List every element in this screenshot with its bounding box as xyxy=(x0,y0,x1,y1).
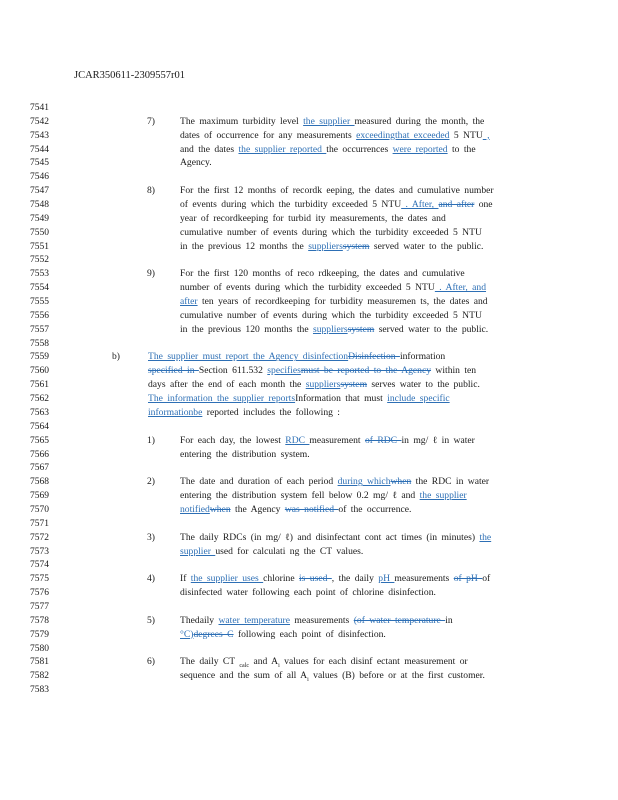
document-line xyxy=(0,156,618,170)
list-marker: 8) xyxy=(147,185,155,197)
inserted-text: suppliers xyxy=(308,240,343,252)
list-marker: 7) xyxy=(147,115,155,127)
plain-text: and the dates xyxy=(180,143,239,155)
line-number: 7549 xyxy=(30,213,49,224)
inserted-text: The information the supplier reports xyxy=(148,393,296,405)
plain-text: cumulative number of events during which the turbidity exceeded 5 NTU xyxy=(180,226,482,238)
document-line xyxy=(0,461,618,475)
inserted-text: informationbe xyxy=(148,406,203,418)
deleted-text: when xyxy=(209,503,231,515)
plain-text: served water to the public. xyxy=(374,323,489,335)
line-number: 7541 xyxy=(30,103,49,113)
plain-text: number of events during which the turbidity exceeded 5 NTU xyxy=(180,282,435,294)
plain-text: served water to the public. xyxy=(369,240,484,252)
plain-text: measured during the month, the xyxy=(354,115,485,127)
list-marker: b) xyxy=(112,351,120,363)
plain-text: days after the end of each month the xyxy=(148,379,306,391)
inserted-text: . After, xyxy=(401,199,439,211)
line-number: 7571 xyxy=(30,518,49,529)
document-line xyxy=(0,350,618,364)
document-line xyxy=(0,420,618,434)
line-text xyxy=(180,115,484,129)
plain-text: measurements xyxy=(394,573,454,585)
line-number: 7554 xyxy=(30,283,49,294)
plain-text: Section 611.532 xyxy=(198,365,268,377)
plain-text: year of recordkeeping for turbid ity measurements, the dates and xyxy=(180,212,446,224)
inserted-text: exceedingthat exceeded xyxy=(356,129,450,141)
line-text xyxy=(180,448,310,462)
inserted-text: suppliers xyxy=(305,379,341,391)
line-number: 7556 xyxy=(30,310,49,321)
deleted-text: specified in xyxy=(148,365,199,377)
plain-text: If xyxy=(180,573,191,585)
line-number: 7561 xyxy=(30,380,49,391)
document-line xyxy=(0,545,618,559)
line-text xyxy=(180,143,476,157)
plain-text: information xyxy=(399,351,446,363)
deleted-text: was notified xyxy=(284,503,339,515)
document-line xyxy=(0,253,618,267)
inserted-text: suppliers xyxy=(312,323,348,335)
plain-text: one xyxy=(474,199,493,211)
inserted-text: the xyxy=(479,531,492,543)
list-marker: 4) xyxy=(147,573,155,585)
list-marker: 6) xyxy=(147,656,155,668)
line-number: 7579 xyxy=(30,629,49,640)
line-number: 7560 xyxy=(30,366,49,377)
list-marker: 9) xyxy=(147,268,155,280)
line-number: 7582 xyxy=(30,671,49,682)
line-number: 7547 xyxy=(30,186,49,197)
list-marker: 3) xyxy=(147,531,155,543)
document-line xyxy=(0,198,618,212)
plain-text: of xyxy=(482,573,491,585)
plain-text: The daily RDCs (in mg/ ℓ) and disinfectant cont act times (in minutes) xyxy=(180,531,480,543)
document-line xyxy=(0,489,618,503)
plain-text: The date and duration of each period xyxy=(180,476,338,488)
document-line xyxy=(0,309,618,323)
plain-text: serves water to the public. xyxy=(367,379,480,391)
line-number: 7545 xyxy=(30,158,49,169)
line-number: 7562 xyxy=(30,394,49,405)
inserted-text: water temperature xyxy=(218,614,291,626)
line-text xyxy=(180,572,490,586)
document-line xyxy=(0,517,618,531)
line-text xyxy=(180,545,363,559)
plain-text: The daily CT xyxy=(180,656,240,668)
document-line xyxy=(0,475,618,489)
inserted-text: , xyxy=(482,129,490,141)
inserted-text: the supplier uses xyxy=(190,573,264,585)
document-line xyxy=(0,614,618,628)
document-line xyxy=(0,655,618,669)
document-line xyxy=(0,600,618,614)
plain-text: measurements xyxy=(290,614,354,626)
plain-text: sequence and the sum of all A xyxy=(180,670,308,682)
document-line xyxy=(0,212,618,226)
line-number: 7580 xyxy=(30,643,49,654)
plain-text: within ten xyxy=(431,365,477,377)
line-number: 7578 xyxy=(30,615,49,626)
deleted-text: degrees C xyxy=(193,628,234,640)
plain-text: 5 NTU xyxy=(449,129,483,141)
line-number: 7551 xyxy=(30,241,49,252)
document-line xyxy=(0,378,618,392)
line-text xyxy=(180,309,482,323)
inserted-text: were reported xyxy=(392,143,448,155)
document-line xyxy=(0,531,618,545)
document-line xyxy=(0,115,618,129)
plain-text: reported includes the following : xyxy=(202,406,340,418)
plain-text: cumulative number of events during which the turbidity exceeded 5 NTU xyxy=(180,309,482,321)
line-number: 7553 xyxy=(30,269,49,280)
line-number: 7574 xyxy=(30,560,49,571)
plain-text: entering the distribution system fell below 0.2 mg/ ℓ and xyxy=(180,490,420,502)
inserted-text: include specific xyxy=(387,393,450,405)
inserted-text: specifies xyxy=(267,365,301,377)
plain-text: entering the distribution system. xyxy=(180,448,310,460)
line-text xyxy=(180,129,490,143)
list-marker: 2) xyxy=(147,476,155,488)
line-text xyxy=(180,475,489,489)
deleted-text: system xyxy=(347,323,375,335)
line-number: 7555 xyxy=(30,297,49,308)
deleted-text: (of water temperature xyxy=(353,614,446,626)
line-number: 7577 xyxy=(30,601,49,612)
deleted-text: of pH xyxy=(453,573,483,585)
line-number: 7564 xyxy=(30,421,49,432)
plain-text: measurement xyxy=(309,434,365,446)
line-number: 7573 xyxy=(30,546,49,557)
inserted-text: The supplier must report the Agency disinfection xyxy=(148,351,349,363)
document-line xyxy=(0,337,618,351)
inserted-text: supplier xyxy=(180,545,216,557)
document-line xyxy=(0,323,618,337)
line-text xyxy=(180,267,465,281)
plain-text: in the previous 120 months the xyxy=(180,323,313,335)
document-line xyxy=(0,586,618,600)
document-line xyxy=(0,281,618,295)
line-number: 7550 xyxy=(30,227,49,238)
plain-text: and A xyxy=(249,656,279,668)
document-line xyxy=(0,392,618,406)
document-line xyxy=(0,448,618,462)
line-text xyxy=(180,198,493,212)
line-number: 7563 xyxy=(30,407,49,418)
document-line xyxy=(0,101,618,115)
inserted-text: during which xyxy=(337,476,391,488)
deleted-text: is used xyxy=(299,573,332,585)
subscript-text: calc xyxy=(239,663,250,670)
document-line xyxy=(0,226,618,240)
line-text xyxy=(180,628,386,642)
plain-text: values (B) before or at the first customer. xyxy=(308,670,485,682)
line-text xyxy=(180,281,486,295)
plain-text: ten years of recordkeeping for turbidity measuremen ts, the dates and xyxy=(197,296,488,308)
inserted-text: after xyxy=(180,296,198,308)
line-text xyxy=(148,364,476,378)
document-line xyxy=(0,364,618,378)
plain-text: values for each disinf ectant measurement or xyxy=(279,656,468,668)
line-text xyxy=(180,434,475,448)
line-number: 7567 xyxy=(30,463,49,474)
inserted-text: notified xyxy=(180,503,210,515)
document-line xyxy=(0,628,618,642)
plain-text: Thedaily xyxy=(180,614,219,626)
line-text xyxy=(180,489,467,503)
plain-text: , the daily xyxy=(331,573,379,585)
document-line xyxy=(0,143,618,157)
line-text xyxy=(180,586,436,600)
document-line xyxy=(0,669,618,683)
line-number: 7552 xyxy=(30,255,49,266)
line-number: 7548 xyxy=(30,200,49,211)
plain-text: to the xyxy=(447,143,476,155)
line-number: 7568 xyxy=(30,477,49,488)
plain-text: Information that must xyxy=(295,393,388,405)
plain-text: in mg/ ℓ in water xyxy=(401,434,475,446)
line-number: 7576 xyxy=(30,588,49,599)
plain-text: For the first 12 months of recordk eeping, the dates and cumulative number xyxy=(180,185,494,197)
document-line xyxy=(0,295,618,309)
deleted-text: Disinfection xyxy=(348,351,400,363)
line-number: 7572 xyxy=(30,532,49,543)
plain-text: used for calculati ng the CT values. xyxy=(215,545,364,557)
document-line xyxy=(0,503,618,517)
plain-text: Agency. xyxy=(180,157,212,169)
plain-text: following each point of disinfection. xyxy=(233,628,386,640)
line-text xyxy=(180,614,453,628)
plain-text: in xyxy=(445,614,453,626)
line-number: 7581 xyxy=(30,657,49,668)
document-line xyxy=(0,184,618,198)
inserted-text: °C) xyxy=(180,628,194,640)
line-number: 7565 xyxy=(30,435,49,446)
line-text xyxy=(148,392,450,406)
document-header: JCAR350611-2309557r01 xyxy=(74,70,186,81)
document-line xyxy=(0,572,618,586)
inserted-text: the supplier reported xyxy=(238,143,327,155)
line-text xyxy=(180,156,212,170)
deleted-text: when xyxy=(390,476,412,488)
plain-text: chlorine xyxy=(263,573,299,585)
subscript-text: i xyxy=(278,663,280,670)
line-text xyxy=(180,184,494,198)
inserted-text: RDC xyxy=(285,434,310,446)
plain-text: The maximum turbidity level xyxy=(180,115,304,127)
list-marker: 1) xyxy=(147,434,155,446)
document-line xyxy=(0,434,618,448)
line-number: 7583 xyxy=(30,685,49,696)
line-number: 7546 xyxy=(30,172,49,183)
document-line xyxy=(0,240,618,254)
line-number: 7542 xyxy=(30,116,49,127)
line-number: 7575 xyxy=(30,574,49,585)
line-text xyxy=(180,323,488,337)
line-text xyxy=(180,503,411,517)
document-line xyxy=(0,683,618,697)
line-text xyxy=(148,406,340,420)
line-text xyxy=(180,295,488,309)
deleted-text: must be reported to the Agency xyxy=(300,365,432,377)
line-number: 7566 xyxy=(30,449,49,460)
line-text xyxy=(180,212,446,226)
plain-text: of events during which the turbidity exceeded 5 NTU xyxy=(180,199,402,211)
deleted-text: system xyxy=(342,240,370,252)
document-line xyxy=(0,558,618,572)
subscript-text: i xyxy=(307,677,309,684)
line-text xyxy=(148,350,445,364)
list-marker: 5) xyxy=(147,614,155,626)
deleted-text: system xyxy=(340,379,368,391)
line-number: 7557 xyxy=(30,324,49,335)
plain-text: in the previous 12 months the xyxy=(180,240,309,252)
document-line xyxy=(0,406,618,420)
line-number: 7543 xyxy=(30,130,49,141)
plain-text: For the first 120 months of reco rdkeeping, the dates and cumulative xyxy=(180,268,465,280)
document-line xyxy=(0,642,618,656)
line-number: 7569 xyxy=(30,491,49,502)
line-number: 7570 xyxy=(30,504,49,515)
inserted-text: . After, and xyxy=(434,282,487,294)
line-text xyxy=(180,531,491,545)
line-number: 7544 xyxy=(30,144,49,155)
inserted-text: pH xyxy=(378,573,395,585)
inserted-text: the supplier xyxy=(303,115,355,127)
line-text xyxy=(180,226,482,240)
document-line xyxy=(0,129,618,143)
deleted-text: and after xyxy=(438,199,475,211)
deleted-text: of RDC xyxy=(364,434,402,446)
plain-text: disinfected water following each point of chlorine disinfection. xyxy=(180,587,436,599)
plain-text: dates of occurrence for any measurements xyxy=(180,129,357,141)
plain-text: the Agency xyxy=(230,503,285,515)
line-number: 7559 xyxy=(30,352,49,363)
line-number: 7558 xyxy=(30,338,49,349)
plain-text: the RDC in water xyxy=(411,476,490,488)
inserted-text: the supplier xyxy=(419,490,467,502)
document-line xyxy=(0,267,618,281)
plain-text: For each day, the lowest xyxy=(180,434,286,446)
line-text xyxy=(180,240,483,254)
line-text xyxy=(148,378,480,392)
plain-text: of the occurrence. xyxy=(338,503,412,515)
document-line xyxy=(0,170,618,184)
plain-text: the occurrences xyxy=(326,143,393,155)
